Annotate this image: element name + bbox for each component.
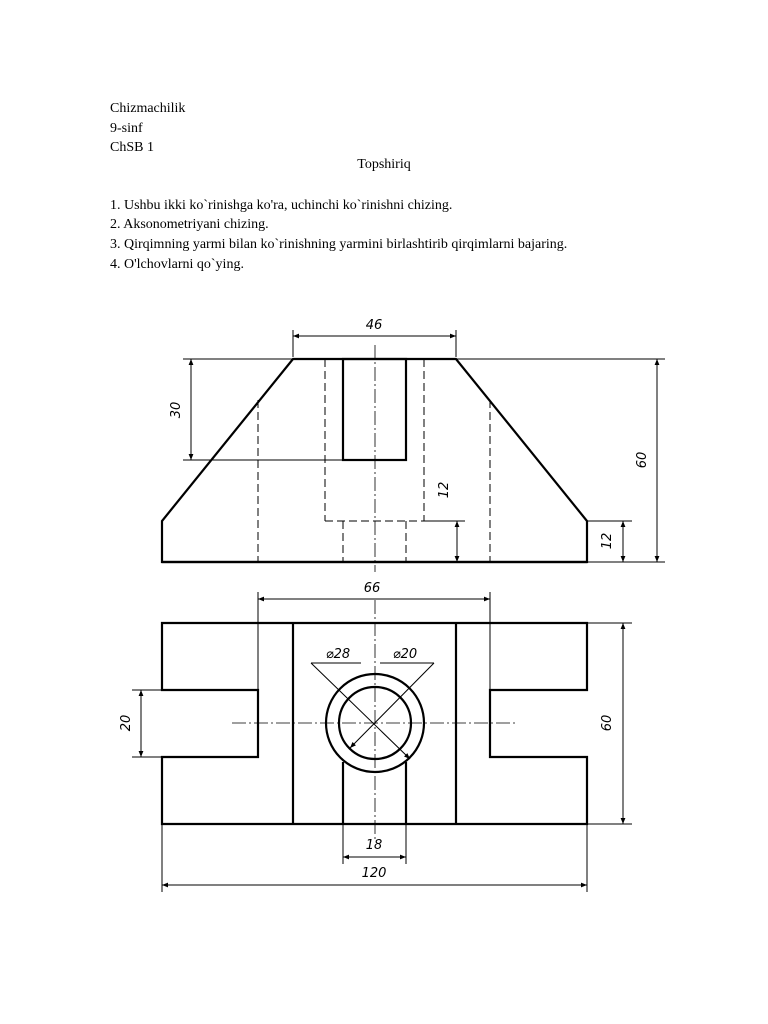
dim-60-top: 60	[600, 714, 615, 732]
task-title: Topshiriq	[357, 157, 411, 172]
grade-label: 9-sinf	[110, 121, 143, 136]
front-view	[162, 318, 665, 572]
task-item-1: 1. Ushbu ikki ko`rinishga ko'ra, uchinchi ko`rinishni chizing.	[110, 198, 453, 213]
task-item-4: 4. O'lchovlarni qo`ying.	[110, 257, 244, 272]
top-view	[119, 581, 632, 892]
dim-66: 66	[363, 581, 381, 596]
dim-18: 18	[365, 838, 383, 853]
dim-12-base: 12	[600, 532, 615, 550]
dim-60-front: 60	[635, 451, 650, 469]
task-item-3: 3. Qirqimning yarmi bilan ko`rinishning yarmini birlashtirib qirqimlarni bajaring.	[110, 237, 568, 252]
dim-30: 30	[169, 401, 184, 419]
dim-46: 46	[365, 318, 383, 333]
code-label: ChSB 1	[110, 140, 154, 155]
dim-d28: ⌀28	[325, 647, 351, 662]
dim-12-inner: 12	[437, 481, 452, 499]
task-item-2: 2. Aksonometriyani chizing.	[110, 217, 269, 232]
dim-d20: ⌀20	[392, 647, 418, 662]
dim-20: 20	[119, 714, 134, 732]
dim-120: 120	[361, 866, 387, 881]
subject-label: Chizmachilik	[110, 101, 186, 116]
front-slot	[343, 359, 406, 460]
